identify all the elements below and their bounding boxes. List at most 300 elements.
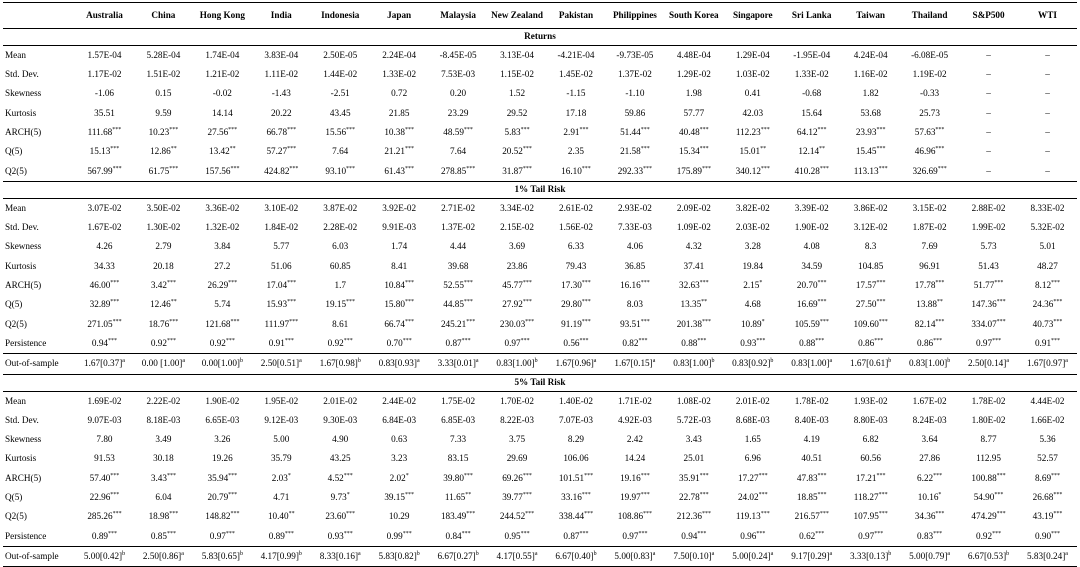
significance-marker: ***	[815, 530, 825, 537]
table-cell	[605, 65, 664, 84]
cell-value: 19.84	[742, 260, 764, 271]
significance-marker: ***	[817, 280, 827, 287]
cell-value: 61.43	[384, 165, 405, 176]
significance-marker: **	[936, 299, 943, 306]
table-cell	[547, 65, 606, 84]
significance-marker: ***	[701, 511, 711, 518]
cell-value: 5.83[0.65]	[201, 550, 240, 561]
section-title: 1% Tail Risk	[3, 182, 1077, 199]
table-cell	[605, 85, 664, 104]
cell-value: 36.85	[624, 260, 646, 271]
cell-value: 2.91	[563, 127, 580, 137]
table-cell	[75, 354, 134, 374]
cell-value: 112.95	[976, 453, 1001, 464]
table-cell	[547, 469, 606, 488]
table-cell	[488, 488, 547, 507]
significance-marker: ***	[994, 280, 1004, 287]
table-cell	[723, 238, 782, 257]
cell-value: 17.27	[737, 472, 759, 483]
table-cell	[605, 238, 664, 257]
cell-value: 1.11E-02	[264, 69, 299, 80]
significance-marker: ***	[1053, 299, 1063, 306]
cell-value: 3.50E-02	[146, 202, 181, 213]
column-header-india: India	[252, 3, 311, 29]
table-cell	[193, 430, 252, 449]
significance-marker: ***	[284, 530, 294, 537]
cell-value: 2.50[0.14]	[968, 358, 1007, 369]
row-label: Skewness	[5, 88, 42, 99]
table-cell	[134, 296, 193, 315]
cell-value: 245.21	[440, 318, 467, 329]
cell-value: 0.96	[740, 530, 757, 541]
cell-value: 3.83E-04	[264, 49, 299, 60]
table-cell	[75, 218, 134, 237]
cell-value: 0.86	[858, 337, 875, 348]
table-cell	[900, 123, 959, 142]
table-cell	[605, 296, 664, 315]
table-cell	[488, 123, 547, 142]
table-cell	[311, 218, 370, 237]
cell-value: 4.08	[803, 241, 820, 252]
cell-value: 51.77	[973, 280, 995, 291]
significance-marker: ***	[581, 318, 591, 325]
cell-value: 1.51E-02	[146, 69, 181, 80]
table-cell	[75, 104, 134, 123]
cell-value: 39.77	[502, 492, 523, 503]
table-cell	[664, 85, 723, 104]
table-cell	[488, 391, 547, 411]
table-cell	[134, 547, 193, 567]
cell-value: 2.03	[271, 472, 288, 483]
significance-marker: b	[416, 550, 420, 557]
table-cell	[664, 218, 723, 237]
significance-marker: ***	[699, 126, 709, 133]
table-cell	[429, 218, 488, 237]
cell-value: 1.70E-02	[500, 395, 534, 406]
cell-value: 0.92	[327, 337, 344, 348]
cell-value: 1.67[0.98]	[319, 358, 358, 369]
column-header-south-korea: South Korea	[664, 3, 723, 29]
table-cell	[664, 123, 723, 142]
cell-value: –	[986, 69, 991, 80]
cell-value: 0.83[0.92]	[732, 358, 771, 369]
table-cell	[134, 430, 193, 449]
cell-value: –	[1045, 69, 1050, 80]
cell-value: 2.50[0.86]	[142, 550, 182, 561]
cell-value: 0.15	[155, 88, 172, 99]
column-header-japan: Japan	[370, 3, 429, 29]
table-cell	[75, 391, 134, 411]
significance-marker: ***	[581, 165, 591, 172]
table-cell	[782, 199, 841, 219]
table-cell	[900, 411, 959, 430]
table-cell	[311, 334, 370, 354]
cell-value: 15.45	[855, 146, 877, 157]
cell-value: –	[986, 127, 991, 137]
cell-value: 1.74	[391, 241, 408, 252]
significance-marker: ***	[112, 318, 122, 325]
table-cell	[900, 199, 959, 219]
table-cell	[193, 354, 252, 374]
cell-value: 1.98	[685, 88, 702, 99]
table-cell	[252, 85, 311, 104]
cell-value: 51.43	[978, 260, 999, 271]
significance-marker: ***	[1051, 337, 1061, 344]
table-cell	[664, 199, 723, 219]
significance-marker: ***	[643, 511, 653, 518]
cell-value: 51.06	[270, 260, 292, 271]
cell-value: 3.92E-02	[382, 202, 417, 213]
significance-marker: ***	[112, 511, 122, 518]
cell-value: 1.33E-02	[794, 69, 829, 80]
significance-marker: ***	[463, 126, 473, 133]
row-label: Q(5)	[5, 146, 23, 157]
table-cell	[370, 450, 429, 469]
cell-value: 112.23	[735, 127, 761, 137]
cell-value: 334.07	[971, 318, 997, 329]
significance-marker: ***	[343, 337, 353, 344]
significance-marker: ***	[225, 530, 235, 537]
cell-value: 3.39E-02	[794, 202, 829, 213]
cell-value: 3.33[0.01]	[437, 358, 476, 369]
significance-marker: ***	[699, 146, 709, 153]
cell-value: –	[986, 107, 991, 118]
significance-marker: ***	[287, 126, 297, 133]
significance-marker: ***	[525, 318, 535, 325]
significance-marker: ***	[228, 491, 238, 498]
table-cell	[252, 46, 311, 66]
cell-value: 1.21E-02	[205, 69, 240, 80]
cell-value: 1.99E-02	[971, 222, 1006, 233]
table-cell	[370, 123, 429, 142]
cell-value: 4.92E-03	[617, 414, 652, 425]
table-cell	[75, 238, 134, 257]
cell-value: 35.51	[94, 107, 115, 118]
cell-value: 32.89	[89, 299, 111, 310]
table-cell	[723, 508, 782, 527]
table-cell	[723, 430, 782, 449]
cell-value: 7.69	[921, 241, 938, 252]
significance-marker: ***	[466, 511, 476, 518]
table-cell	[841, 411, 900, 430]
table-cell	[488, 199, 547, 219]
cell-value: 0.00[1.00]	[201, 358, 240, 369]
significance-marker: ***	[520, 126, 530, 133]
cell-value: 8.24E-03	[912, 414, 947, 425]
cell-value: 1.32E-02	[205, 222, 240, 233]
cell-value: 4.19	[803, 434, 820, 445]
table-cell	[370, 508, 429, 527]
cell-value: 8.80E-03	[853, 414, 888, 425]
significance-marker: a	[1065, 550, 1068, 557]
cell-value: 22.78	[679, 492, 700, 503]
table-cell	[605, 547, 664, 567]
table-cell	[429, 411, 488, 430]
significance-marker: ***	[522, 491, 532, 498]
table-cell	[547, 162, 606, 182]
cell-value: 1.90E-02	[205, 395, 240, 406]
table-cell	[959, 527, 1018, 547]
cell-value: 3.43	[685, 434, 702, 445]
cell-value: –	[1045, 49, 1050, 60]
table-cell	[134, 46, 193, 66]
table-cell	[193, 469, 252, 488]
table-cell	[311, 488, 370, 507]
cell-value: 3.07E-02	[87, 202, 122, 213]
cell-value: 183.49	[440, 511, 467, 522]
table-cell	[134, 334, 193, 354]
significance-marker: ***	[287, 280, 297, 287]
row-label: Std. Dev.	[5, 414, 39, 425]
table-cell	[75, 315, 134, 334]
table-cell	[134, 85, 193, 104]
row-label: Q2(5)	[5, 165, 27, 176]
table-cell	[547, 142, 606, 161]
table-cell	[193, 257, 252, 276]
significance-marker: ***	[169, 511, 179, 518]
cell-value: 119.13	[735, 511, 761, 522]
table-cell	[1018, 85, 1077, 104]
table-cell	[311, 527, 370, 547]
table-cell	[841, 296, 900, 315]
table-cell	[723, 315, 782, 334]
table-cell	[75, 65, 134, 84]
cell-value: 4.44E-02	[1030, 395, 1065, 406]
table-cell	[664, 257, 723, 276]
table-cell	[252, 238, 311, 257]
significance-marker: ***	[289, 318, 299, 325]
significance-marker: ***	[1053, 511, 1063, 518]
table-cell	[75, 257, 134, 276]
cell-value: 3.64	[921, 434, 938, 445]
significance-marker: b	[888, 358, 892, 365]
significance-marker: ***	[933, 472, 943, 479]
cell-value: –	[1045, 165, 1050, 176]
table-cell	[723, 218, 782, 237]
significance-marker: b	[593, 550, 597, 557]
significance-marker: ***	[874, 530, 884, 537]
table-cell	[547, 257, 606, 276]
cell-value: 24.02	[737, 492, 759, 503]
cell-value: 23.29	[447, 107, 469, 118]
table-cell	[1018, 315, 1077, 334]
cell-value: 34.36	[914, 511, 936, 522]
significance-marker: ***	[815, 337, 825, 344]
cell-value: 278.85	[440, 165, 467, 176]
table-cell	[782, 527, 841, 547]
table-cell	[134, 238, 193, 257]
cell-value: 43.45	[329, 107, 351, 118]
significance-marker: ***	[169, 165, 179, 172]
cell-value: 96.91	[919, 260, 940, 271]
cell-value: 66.74	[384, 318, 405, 329]
table-cell	[782, 65, 841, 84]
table-cell	[547, 104, 606, 123]
table-cell	[429, 162, 488, 182]
table-cell	[959, 391, 1018, 411]
significance-marker: ***	[230, 165, 240, 172]
significance-marker: ***	[404, 126, 414, 133]
significance-marker: a	[1006, 358, 1009, 365]
significance-marker: ***	[640, 146, 650, 153]
table-cell	[782, 296, 841, 315]
significance-marker: ***	[228, 126, 238, 133]
cell-value: 60.85	[329, 260, 351, 271]
table-cell	[193, 123, 252, 142]
table-cell	[429, 257, 488, 276]
cell-value: 3.84	[214, 241, 231, 252]
significance-marker: ***	[112, 126, 122, 133]
cell-value: 10.84	[384, 280, 405, 291]
cell-value: 22.96	[89, 492, 111, 503]
column-header-pakistan: Pakistan	[547, 3, 606, 29]
table-cell	[547, 218, 606, 237]
table-cell	[664, 469, 723, 488]
cell-value: 1.16E-02	[853, 69, 888, 80]
cell-value: 61.75	[148, 165, 170, 176]
cell-value: 8.33E-02	[1030, 202, 1065, 213]
table-cell	[841, 162, 900, 182]
table-row	[3, 257, 1077, 276]
cell-value: 8.22E-03	[500, 414, 534, 425]
cell-value: 0.93	[327, 530, 344, 541]
table-cell	[75, 46, 134, 66]
column-header-sri-lanka: Sri Lanka	[782, 3, 841, 29]
table-cell	[900, 315, 959, 334]
cell-value: –	[986, 49, 991, 60]
table-cell	[605, 354, 664, 374]
significance-marker: ***	[110, 280, 120, 287]
cell-value: 15.64	[801, 107, 823, 118]
significance-marker: a	[534, 550, 538, 557]
significance-marker: ***	[225, 337, 235, 344]
cell-value: 2.79	[155, 241, 172, 252]
cell-value: 46.96	[914, 146, 936, 157]
cell-value: 101.51	[558, 472, 585, 483]
table-cell	[900, 547, 959, 567]
significance-marker: ***	[819, 511, 829, 518]
table-cell	[252, 508, 311, 527]
table-cell	[782, 162, 841, 182]
significance-marker: a	[593, 358, 597, 365]
row-label: Kurtosis	[5, 107, 37, 118]
significance-marker: b	[298, 550, 302, 557]
significance-marker: ***	[463, 280, 473, 287]
cell-value: 18.76	[148, 318, 170, 329]
table-cell	[370, 238, 429, 257]
table-cell	[664, 46, 723, 66]
table-cell	[605, 411, 664, 430]
cell-value: -9.73E-05	[616, 49, 654, 60]
cell-value: 35.79	[270, 453, 292, 464]
table-cell	[134, 411, 193, 430]
cell-value: 17.78	[914, 280, 936, 291]
cell-value: 1.37E-02	[617, 69, 652, 80]
cell-value: 1.74E-04	[205, 49, 240, 60]
cell-value: 1.15E-02	[500, 69, 534, 80]
table-cell	[1018, 508, 1077, 527]
table-cell	[782, 411, 841, 430]
cell-value: 410.28	[794, 165, 820, 176]
table-cell	[959, 450, 1018, 469]
table-cell	[605, 218, 664, 237]
table-cell	[134, 276, 193, 295]
cell-value: 29.80	[561, 299, 582, 310]
table-cell	[429, 276, 488, 295]
significance-marker: ***	[579, 530, 589, 537]
table-cell	[429, 354, 488, 374]
cell-value: -1.95E-04	[793, 49, 831, 60]
table-cell	[841, 238, 900, 257]
column-header-thailand: Thailand	[900, 3, 959, 29]
significance-marker: ***	[346, 126, 356, 133]
table-cell	[134, 469, 193, 488]
table-cell	[841, 430, 900, 449]
cell-value: 2.42	[626, 434, 643, 445]
table-cell	[841, 488, 900, 507]
cell-value: 109.60	[853, 318, 879, 329]
table-cell	[1018, 123, 1077, 142]
significance-marker: ***	[579, 337, 589, 344]
significance-marker: ***	[638, 337, 648, 344]
cell-value: 39.68	[447, 260, 469, 271]
cell-value: 2.24E-04	[382, 49, 417, 60]
significance-marker: **	[170, 146, 177, 153]
table-cell	[723, 411, 782, 430]
table-cell	[134, 508, 193, 527]
cell-value: -2.51	[330, 88, 350, 99]
table-cell	[723, 104, 782, 123]
table-cell	[429, 547, 488, 567]
table-cell	[782, 238, 841, 257]
table-cell	[782, 391, 841, 411]
table-cell	[429, 238, 488, 257]
cell-value: 12.14	[798, 146, 820, 157]
table-cell	[252, 430, 311, 449]
column-header-malaysia: Malaysia	[429, 3, 488, 29]
table-cell	[723, 469, 782, 488]
cell-value: 59.86	[624, 107, 646, 118]
cell-value: 8.12	[1034, 280, 1052, 291]
cell-value: 0.85	[150, 530, 167, 541]
table-cell	[723, 162, 782, 182]
cell-value: 0.88	[681, 337, 698, 348]
table-cell	[959, 104, 1018, 123]
cell-value: 91.53	[94, 453, 115, 464]
significance-marker: ***	[817, 299, 827, 306]
table-cell	[782, 257, 841, 276]
table-cell	[193, 276, 252, 295]
cell-value: 107.95	[853, 511, 879, 522]
cell-value: 1.19E-02	[912, 69, 947, 80]
table-cell	[488, 276, 547, 295]
table-row	[3, 527, 1077, 547]
cell-value: 7.07E-03	[559, 414, 593, 425]
cell-value: 1.95E-02	[264, 395, 299, 406]
table-body	[3, 29, 1077, 567]
cell-value: 0.83[0.93]	[378, 358, 417, 369]
table-cell	[75, 296, 134, 315]
table-cell	[488, 547, 547, 567]
cell-value: 27.86	[919, 453, 940, 464]
cell-value: 24.36	[1032, 299, 1054, 310]
table-cell	[723, 65, 782, 84]
table-cell	[429, 391, 488, 411]
cell-value: 21.85	[388, 107, 410, 118]
table-cell	[429, 104, 488, 123]
table-cell	[429, 85, 488, 104]
table-cell	[488, 104, 547, 123]
